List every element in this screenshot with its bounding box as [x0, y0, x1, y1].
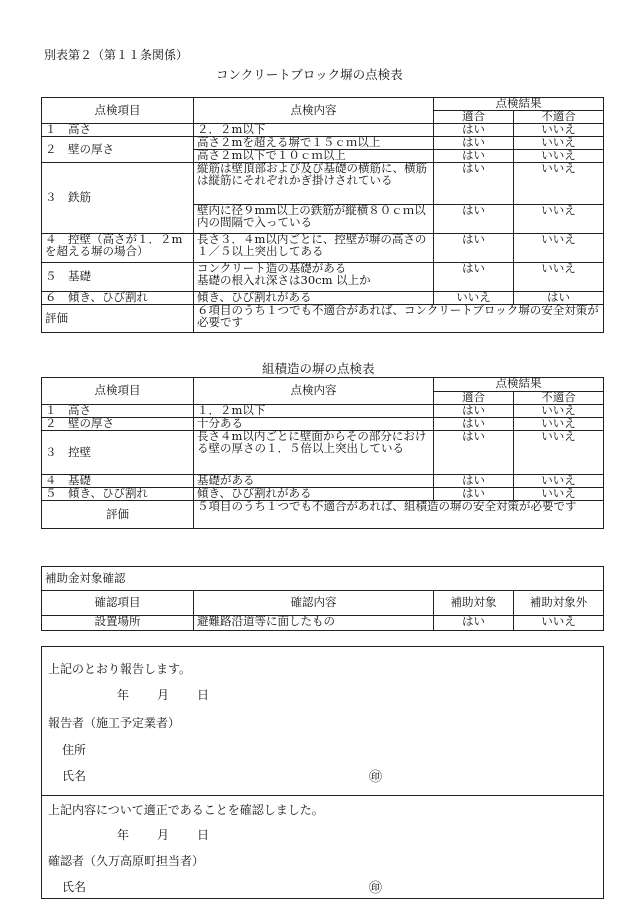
confirm-month-label: 月 [157, 828, 170, 842]
ng-cell: いいえ [514, 431, 604, 475]
header-result: 点検結果 [434, 98, 604, 111]
header-ng: 不適合 [514, 392, 604, 405]
content-height: １．２m以下 [194, 405, 434, 418]
cb-checklist-table [41, 97, 604, 333]
title-masonry-checklist: 組積造の塀の点検表 [262, 361, 375, 376]
content-tilt: 傾き、ひび割れがある [194, 292, 434, 305]
item-thickness: ２ 壁の厚さ [42, 418, 194, 431]
report-day-label: 日 [197, 688, 210, 702]
eligible-cell: はい [434, 616, 514, 631]
item-foundation: ５ 基礎 [42, 263, 194, 292]
header-check-content: 確認内容 [194, 591, 434, 616]
reporter-name-label: 氏名 [62, 769, 87, 783]
header-ng: 不適合 [514, 111, 604, 124]
eval-label: 評価 [42, 501, 194, 529]
ok-cell: はい [434, 431, 514, 475]
content-buttress: 長さ３．４m以内ごとに、控壁が塀の高さの１／５以上突出してある [194, 234, 434, 263]
item-height: １ 高さ [42, 405, 194, 418]
confirmer-name-label: 氏名 [62, 880, 87, 894]
reporter-label: 報告者（施工予定業者） [48, 716, 181, 730]
header-ok: 適合 [434, 392, 514, 405]
eval-text: ６項目のうち１つでも不適合があれば、コンクリートブロック塀の安全対策が必要です [194, 305, 604, 333]
confirm-year-label: 年 [117, 828, 130, 842]
form-number: 別表第２（第１１条関係） [44, 48, 189, 62]
item-height: １ 高さ [42, 124, 194, 137]
content-rebar-2: 壁内に径９mm以上の鉄筋が縦横８０ｃｍ以内の間隔で入っている [194, 205, 434, 234]
ng-cell: いいえ [514, 150, 604, 163]
ok-cell: はい [434, 205, 514, 234]
ok-cell: はい [434, 234, 514, 263]
confirmer-label: 確認者（久万高原町担当者） [48, 854, 205, 868]
ng-cell: いいえ [514, 405, 604, 418]
content-location: 避難路沿道等に面したもの [194, 616, 434, 631]
ng-cell: いいえ [514, 137, 604, 150]
item-location: 設置場所 [42, 616, 194, 631]
ok-cell: はい [434, 488, 514, 501]
header-content: 点検内容 [194, 98, 434, 124]
ng-cell: いいえ [514, 488, 604, 501]
header-result: 点検結果 [434, 378, 604, 392]
header-ok: 適合 [434, 111, 514, 124]
item-tilt: ５ 傾き、ひび割れ [42, 488, 194, 501]
reporter-seal-mark: ㊞ [369, 770, 383, 785]
ok-cell: はい [434, 263, 514, 292]
content-foundation: コンクリート造の基礎がある 基礎の根入れ深さは30cm 以上か [194, 263, 434, 292]
ng-cell: いいえ [514, 124, 604, 137]
ng-cell: いいえ [514, 263, 604, 292]
eval-text: ５項目のうち１つでも不適合があれば、組積造の塀の安全対策が必要です [194, 501, 604, 529]
ok-cell: はい [434, 475, 514, 488]
item-buttress: ４ 控壁（高さが１．２mを超える塀の場合） [42, 234, 194, 263]
report-year-label: 年 [117, 688, 130, 702]
item-rebar: ３ 鉄筋 [42, 163, 194, 234]
subsidy-table [41, 566, 604, 631]
address-label: 住所 [62, 743, 87, 757]
ok-cell: いいえ [434, 292, 514, 305]
ng-cell: いいえ [514, 234, 604, 263]
ok-cell: はい [434, 405, 514, 418]
ok-cell: はい [434, 137, 514, 150]
header-item: 点検項目 [42, 98, 194, 124]
eval-label: 評価 [42, 305, 194, 333]
confirmer-seal-mark: ㊞ [369, 881, 383, 896]
header-not-eligible: 補助対象外 [514, 591, 604, 616]
item-foundation: ４ 基礎 [42, 475, 194, 488]
report-month-label: 月 [157, 688, 170, 702]
ng-cell: いいえ [514, 163, 604, 205]
confirm-day-label: 日 [197, 828, 210, 842]
ng-cell: はい [514, 292, 604, 305]
not-eligible-cell: いいえ [514, 616, 604, 631]
ok-cell: はい [434, 150, 514, 163]
ng-cell: いいえ [514, 205, 604, 234]
content-thickness-1: 高さ２mを超える塀で１５ｃｍ以上 [194, 137, 434, 150]
ng-cell: いいえ [514, 475, 604, 488]
header-eligible: 補助対象 [434, 591, 514, 616]
content-foundation: 基礎がある [194, 475, 434, 488]
report-intro: 上記のとおり報告します。 [48, 662, 192, 676]
content-thickness: 十分ある [194, 418, 434, 431]
header-item: 点検項目 [42, 378, 194, 405]
ok-cell: はい [434, 163, 514, 205]
item-thickness: ２ 壁の厚さ [42, 137, 194, 163]
item-tilt: ６ 傾き、ひび割れ [42, 292, 194, 305]
header-content: 点検内容 [194, 378, 434, 405]
content-rebar-1: 縦筋は壁頂部および及び基礎の横筋に、横筋は縦筋にそれぞれかぎ掛けされている [194, 163, 434, 205]
ok-cell: はい [434, 124, 514, 137]
subsidy-title: 補助金対象確認 [42, 567, 604, 591]
content-tilt: 傾き、ひび割れがある [194, 488, 434, 501]
content-height: ２．２m以下 [194, 124, 434, 137]
confirm-intro: 上記内容について適正であることを確認しました。 [48, 803, 324, 817]
header-check-item: 確認項目 [42, 591, 194, 616]
content-buttress: 長さ４m以内ごとに壁面からその部分における壁の厚さの１．５倍以上突出している [194, 431, 434, 475]
title-cb-checklist: コンクリートブロック塀の点検表 [216, 67, 403, 82]
ok-cell: はい [434, 418, 514, 431]
masonry-checklist-table [41, 377, 604, 529]
content-thickness-2: 高さ２m以下で１０ｃｍ以上 [194, 150, 434, 163]
ng-cell: いいえ [514, 418, 604, 431]
item-buttress: ３ 控壁 [42, 431, 194, 475]
